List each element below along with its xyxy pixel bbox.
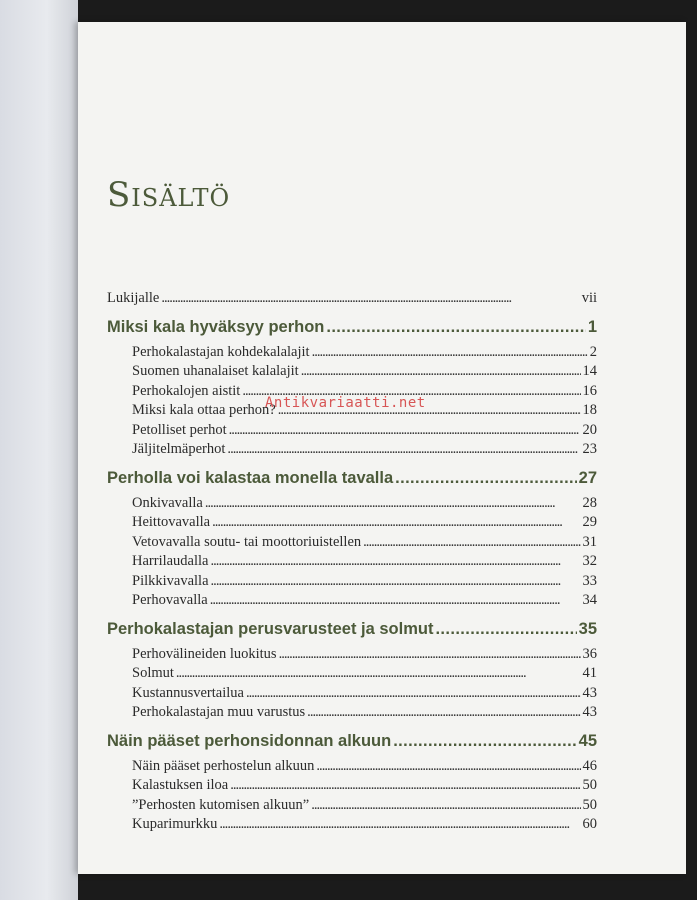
toc-section-label: Näin pääset perhonsidonnan alkuun	[107, 731, 392, 750]
toc-leader-dots	[326, 318, 585, 337]
toc-entry	[107, 422, 597, 442]
toc-entry	[107, 816, 597, 836]
toc-entry-page: 60	[582, 816, 597, 832]
toc-entry	[107, 441, 597, 461]
toc-entry-label: Kustannusvertailua	[132, 684, 244, 701]
toc-leader-dots	[435, 620, 576, 639]
toc-entry-page: 33	[582, 572, 597, 589]
toc-leader-dots	[301, 363, 581, 380]
table-of-contents	[107, 290, 597, 836]
toc-entry-label: Suomen uhanalaiset kalalajit	[132, 363, 299, 379]
toc-section-page: 35	[578, 619, 597, 638]
toc-entry-page: 28	[582, 494, 597, 511]
toc-section-label: Perholla voi kalastaa monella tavalla	[107, 468, 394, 487]
toc-entry-page: 14	[582, 363, 597, 379]
toc-entry-label: Miksi kala ottaa perhon?	[132, 402, 276, 418]
toc-entry	[107, 704, 597, 724]
toc-entry	[107, 573, 597, 593]
toc-entry-page: 29	[582, 514, 597, 530]
toc-entry-page: 43	[582, 684, 597, 701]
toc-entry-label: Solmut	[132, 665, 174, 681]
toc-entry-label: Perhokalastajan muu varustus	[132, 704, 306, 720]
toc-leader-dots	[279, 646, 581, 663]
toc-leader-dots	[395, 469, 577, 488]
toc-entry-page: 50	[582, 777, 597, 793]
toc-entry-label: Petolliset perhot	[132, 421, 227, 438]
toc-entry-page: 18	[582, 402, 597, 418]
toc-entry-page: 41	[582, 665, 597, 681]
toc-leader-dots	[212, 514, 580, 531]
toc-entry	[107, 363, 597, 383]
toc-entry-label: Lukijalle	[107, 290, 160, 306]
toc-entry	[107, 553, 597, 573]
toc-leader-dots	[211, 553, 581, 570]
toc-entry	[107, 534, 597, 554]
toc-entry-label: Harrilaudalla	[132, 553, 209, 569]
toc-leader-dots	[230, 777, 580, 794]
toc-leader-dots	[363, 534, 580, 551]
toc-entry	[107, 758, 597, 778]
toc-entry-label: Perhovälineiden luokitus	[132, 645, 277, 662]
toc-entry-label: Pilkkivavalla	[132, 572, 209, 589]
toc-section-label: Miksi kala hyväksyy perhon	[107, 317, 325, 336]
toc-section-heading	[107, 469, 597, 495]
page-title: Sisältö	[107, 175, 231, 215]
toc-leader-dots	[205, 495, 581, 512]
toc-leader-dots	[219, 816, 580, 833]
toc-entry-page: 50	[582, 796, 597, 813]
toc-leader-dots	[176, 665, 581, 682]
toc-entry	[107, 646, 597, 666]
toc-leader-dots	[246, 685, 581, 702]
toc-entry-intro	[107, 290, 597, 310]
toc-entry-page: 31	[582, 533, 597, 550]
toc-leader-dots	[393, 732, 576, 751]
toc-leader-dots	[312, 344, 588, 361]
toc-entry-label: Vetovavalla soutu- tai moottoriuistellen	[132, 533, 362, 550]
toc-entry	[107, 665, 597, 685]
toc-section-heading	[107, 318, 597, 344]
toc-entry-label: Kuparimurkku	[132, 816, 218, 832]
toc-entry-page: 23	[582, 441, 597, 457]
toc-entry-page: 2	[589, 343, 597, 360]
toc-section-heading	[107, 732, 597, 758]
toc-entry-label: Onkivavalla	[132, 494, 203, 511]
toc-leader-dots	[211, 573, 581, 590]
toc-leader-dots	[227, 441, 580, 458]
toc-leader-dots	[161, 290, 579, 307]
toc-entry-page: 20	[582, 421, 597, 438]
toc-entry-page: 32	[582, 553, 597, 569]
toc-entry-label: Heittovavalla	[132, 514, 211, 530]
toc-entry	[107, 592, 597, 612]
toc-leader-dots	[210, 592, 581, 609]
toc-leader-dots	[316, 758, 580, 775]
toc-leader-dots	[229, 422, 581, 439]
toc-entry	[107, 685, 597, 705]
toc-leader-dots	[311, 797, 580, 814]
toc-entry-page: 43	[582, 704, 597, 720]
toc-section-page: 1	[587, 317, 597, 336]
toc-entry-label: Perhokalojen aistit	[132, 382, 241, 399]
toc-entry-label: Näin pääset perhostelun alkuun	[132, 757, 315, 774]
toc-entry-label: Perhovavalla	[132, 592, 208, 608]
toc-entry	[107, 797, 597, 817]
toc-entry	[107, 495, 597, 515]
toc-entry-label: ”Perhosten kutomisen alkuun”	[132, 796, 310, 813]
toc-entry-page: 34	[582, 592, 597, 608]
adjacent-page-edge	[0, 0, 78, 900]
toc-entry-label: Kalastuksen iloa	[132, 777, 229, 793]
toc-entry-page: vii	[581, 290, 597, 306]
toc-section-page: 27	[578, 468, 597, 487]
toc-entry	[107, 514, 597, 534]
toc-entry-page: 16	[582, 382, 597, 399]
toc-entry-label: Jäljitelmäperhot	[132, 441, 226, 457]
toc-entry	[107, 777, 597, 797]
toc-section-heading	[107, 620, 597, 646]
toc-section-page: 45	[578, 731, 597, 750]
watermark-text: Antikvariaatti.net	[265, 395, 426, 411]
toc-section-label: Perhokalastajan perusvarusteet ja solmut	[107, 619, 434, 638]
toc-entry	[107, 344, 597, 364]
toc-leader-dots	[307, 704, 580, 721]
toc-entry-label: Perhokalastajan kohdekalalajit	[132, 343, 310, 360]
toc-entry-page: 36	[582, 645, 597, 662]
toc-entry-page: 46	[582, 757, 597, 774]
